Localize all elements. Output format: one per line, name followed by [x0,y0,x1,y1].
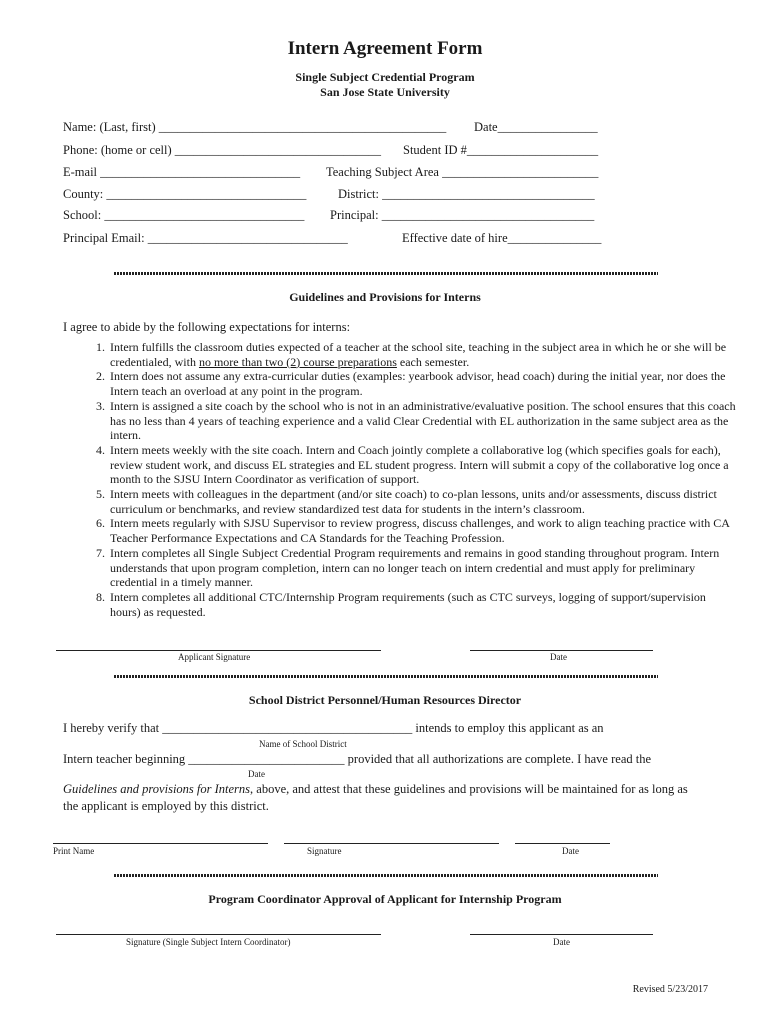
coordinator-signature-line[interactable] [56,934,381,935]
applicant-signature-caption: Applicant Signature [178,652,251,662]
student-id-field[interactable]: Student ID #_____________________ [403,143,599,157]
name-field[interactable]: Name: (Last, first) ______________________________________________ [63,120,447,134]
district-signature-line[interactable] [284,843,499,844]
form-title: Intern Agreement Form [287,38,483,59]
date-field[interactable]: Date________________ [474,120,598,134]
applicant-signature-line[interactable] [56,650,381,651]
dotted-divider [114,675,658,678]
coordinator-heading: Program Coordinator Approval of Applicant for Internship Program [208,892,562,906]
principal-field[interactable]: Principal: __________________________________ [330,208,595,222]
guideline-item: 5. Intern meets with colleagues in the department (and/or site coach) to co-plan lessons, units and/or assessments, discuss district curriculum or benchmarks, and review standardized test data for students in the intern’s classroom. [108,487,738,516]
email-field[interactable]: E-mail ________________________________ [63,165,301,179]
school-district-caption: Name of School District [259,739,347,749]
program-name: Single Subject Credential Program [295,70,475,84]
guidelines-heading: Guidelines and Provisions for Interns [289,290,481,304]
attest-line: Guidelines and provisions for Interns, above, and attest that these guidelines and provisions will be maintained for as long as [63,782,688,796]
dotted-divider [114,272,658,275]
applicant-date-caption: Date [550,652,567,662]
guideline-item: 8. Intern completes all additional CTC/Internship Program requirements (such as CTC surveys, logging of support/supervision hours) as requested. [108,590,738,619]
begin-date-caption: Date [248,769,265,779]
verify-line[interactable]: I hereby verify that ________________________________________ intends to employ this applicant as an [63,721,604,735]
district-heading: School District Personnel/Human Resources Director [248,693,522,707]
principal-email-field[interactable]: Principal Email: ________________________________ [63,231,348,245]
phone-field[interactable]: Phone: (home or cell) _________________________________ [63,143,382,157]
county-field[interactable]: County: ________________________________ [63,187,307,201]
district-field[interactable]: District: __________________________________ [338,187,595,201]
applicant-date-line[interactable] [470,650,653,651]
print-name-line[interactable] [53,843,268,844]
guideline-item: 7. Intern completes all Single Subject Credential Program requirements and remains in good standing throughout program. Intern understands that upon program completion, intern can no longer teach on intern credential and must apply for preliminary credential in a timely manner. [108,546,738,590]
guidelines-list [63,340,738,619]
district-signature-caption: Signature [307,846,342,856]
revised-date: Revised 5/23/2017 [632,984,708,995]
teaching-subject-field[interactable]: Teaching Subject Area _________________________ [326,165,599,179]
district-date-line[interactable] [515,843,610,844]
university-name: San Jose State University [320,85,450,99]
coordinator-date-caption: Date [553,937,570,947]
dotted-divider [114,874,658,877]
guideline-item: 1. Intern fulfills the classroom duties expected of a teacher at the school site, teaching in the subject area in which he or she will be credentialed, with no more than two (2) course preparations each semester. [108,340,738,369]
attest-line-end: the applicant is employed by this district. [63,799,269,813]
intern-begin-line[interactable]: Intern teacher beginning _________________________ provided that all authorizations are complete. I have read the [63,752,652,766]
district-date-caption: Date [562,846,579,856]
guideline-item: 3. Intern is assigned a site coach by the school who is not in an administrative/evaluative position. The school ensures that this coach has no less than 4 years of teaching experience and a valid Clear Credential with EL authorization in the same subject area as the intern. [108,399,738,443]
guidelines-intro: I agree to abide by the following expectations for interns: [63,320,351,334]
guideline-item: 6. Intern meets regularly with SJSU Supervisor to review progress, discuss challenges, and work to align teaching practice with CA Teacher Performance Expectations and CA Standards for the Teaching Profession. [108,516,738,545]
guideline-item: 4. Intern meets weekly with the site coach. Intern and Coach jointly complete a collaborative log (which specifies goals for each), review student work, and discuss EL strategies and EL student progress. Intern will submit a copy of the collaborative log once a month to the SJSU Intern Coordinator as verification of support. [108,443,738,487]
coordinator-signature-caption: Signature (Single Subject Intern Coordinator) [126,937,291,947]
coordinator-date-line[interactable] [470,934,653,935]
guideline-item: 2. Intern does not assume any extra-curricular duties (examples: yearbook advisor, head coach) during the initial year, nor does the Intern teach an overload at any point in the program. [108,369,738,398]
print-name-caption: Print Name [53,846,95,856]
effective-date-field[interactable]: Effective date of hire_______________ [402,231,602,245]
school-field[interactable]: School: ________________________________ [63,208,305,222]
